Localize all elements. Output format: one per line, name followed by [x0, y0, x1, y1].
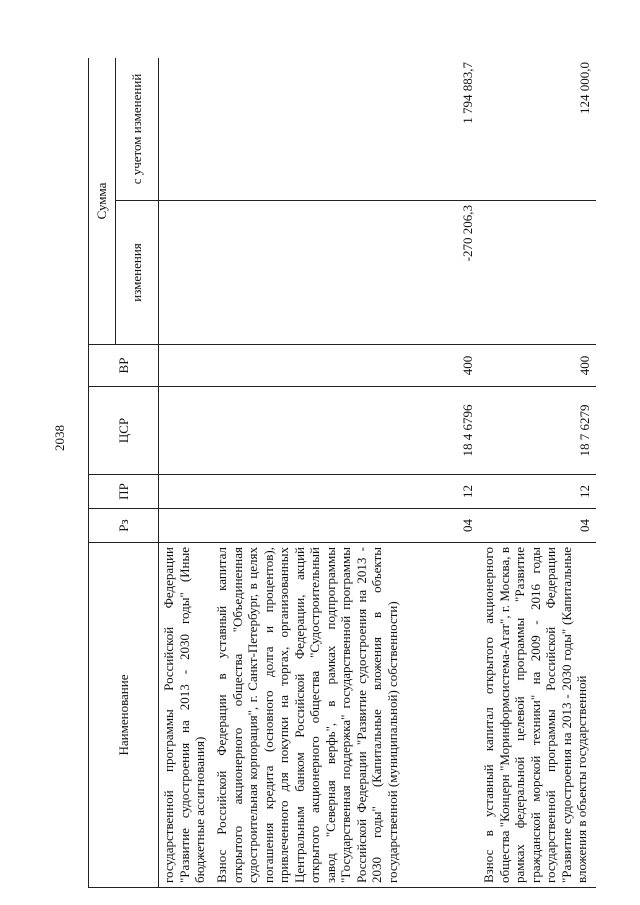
header-vr: ВР [89, 345, 159, 387]
rotated-table-wrapper [88, 58, 603, 888]
row-change [479, 201, 596, 345]
document-sheet [88, 58, 603, 888]
header-name: Наименование [89, 543, 159, 888]
row-vr [159, 345, 213, 387]
header-sum: Сумма [89, 58, 116, 345]
row-with-change [159, 58, 213, 201]
row-rz: 04 [479, 509, 596, 543]
row-name: государственной программы Российской Федерации "Развитие судостроения на 2013 - 2030 годы" (Иные бюджетные ассигнования) [159, 543, 213, 888]
row-csr [159, 387, 213, 475]
budget-table [88, 58, 596, 888]
row-csr: 18 7 6279 [479, 387, 596, 475]
table-row [479, 58, 596, 888]
row-change [159, 201, 213, 345]
header-csr: ЦСР [89, 387, 159, 475]
row-pr [159, 475, 213, 509]
row-vr: 400 [212, 345, 479, 387]
row-vr: 400 [479, 345, 596, 387]
row-pr: 12 [479, 475, 596, 509]
header-pr: ПР [89, 475, 159, 509]
table-row [212, 58, 479, 888]
row-with-change: 124 000,0 [479, 58, 596, 201]
row-change: -270 206,3 [212, 201, 479, 345]
row-name: Взнос в уставный капитал открытого акционерного общества "Концерн "Моринформсистема-Агат", г. Москва, в рамках федеральной целевой программы "Развитие гражданской морской техники" на 2009 - 2016 годы государственной программы Российской Федерации "Развитие судостроения на 2013 - 2030 годы" (Капитальные вложения в объекты государственной [479, 543, 596, 888]
row-csr: 18 4 6796 [212, 387, 479, 475]
row-name: Взнос Российской Федерации в уставный капитал открытого акционерного общества "Объединенная судостроительная корпорация", г. Санкт-Петербург, в целях погашения кредита (основного долга и процентов), привлеченного для покупки на торгах, организованных Центральным банком Российской Федерации, акций открытого акционерного общества "Судостроительный завод "Северная верфь", в рамках подпрограммы "Государственная поддержка" государственной программы Российской Федерации "Развитие судостроения на 2013 - 2030 годы" (Капитальные вложения в объекты государственной (муниципальной) собственности) [212, 543, 479, 888]
row-rz: 04 [212, 509, 479, 543]
row-with-change: 1 794 883,7 [212, 58, 479, 201]
row-pr: 12 [212, 475, 479, 509]
page-number: 2038 [52, 425, 67, 451]
header-sum-with-change: с учетом изменений [116, 58, 159, 201]
row-rz [159, 509, 213, 543]
header-rz: Рз [89, 509, 159, 543]
header-sum-change: изменения [116, 201, 159, 345]
table-row [159, 58, 213, 888]
